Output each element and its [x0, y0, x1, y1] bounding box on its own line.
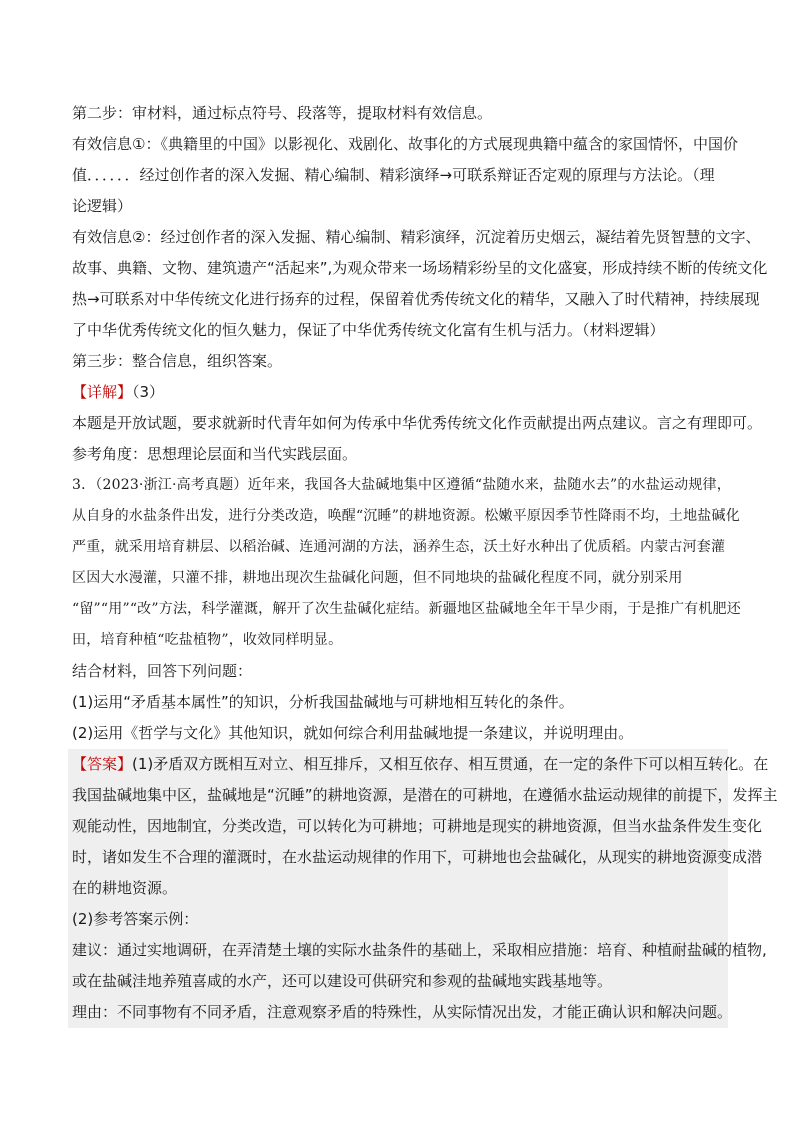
- question-prompt: 结合材料，回答下列问题：: [72, 662, 253, 680]
- info1-line: 论逻辑）: [72, 197, 133, 215]
- answer-part2-title: (2)参考答案示例：: [72, 910, 199, 928]
- detail-number: （3）: [132, 383, 165, 401]
- answer-label: 【答案】: [72, 755, 133, 773]
- info2-line: 热→可联系对中华传统文化进行扬弃的过程，保留着优秀传统文化的精华，又融入了时代精神，持续展现: [72, 290, 760, 308]
- answer-line: 我国盐碱地集中区，盐碱地是“沉睡”的耕地资源，是潜在的可耕地，在遵循水盐运动规律的前提下，发挥主: [72, 786, 778, 804]
- material-line: 田，培育种植“吃盐植物”，收效同样明显。: [72, 632, 343, 648]
- question-3-material: [72, 470, 741, 656]
- answer-block: [68, 749, 778, 1028]
- detail-label: 【详解】: [72, 383, 133, 401]
- answer-line-text: (1)矛盾双方既相互对立、相互排斥，又相互依存、相互贯通，在一定的条件下可以相互转化。在: [132, 755, 769, 773]
- answer-line: 在的耕地资源。: [72, 879, 178, 897]
- reason-line: 理由：不同事物有不同矛盾，注意观察矛盾的特殊性，从实际情况出发，才能正确认识和解决问题。: [72, 1003, 733, 1021]
- info1-line: 值．．．．．．经过创作者的深入发掘、精心编制、精彩演绎→可联系辩证否定观的原理与方法论。（理: [72, 166, 715, 184]
- document-page: [72, 98, 778, 1028]
- material-line: “留”“用”“改”方法，科学灌溉，解开了次生盐碱化症结。新疆地区盐碱地全年干旱少雨，于是推广有机肥还: [72, 601, 741, 617]
- material-line: 严重，就采用培育耕层、以稻治碱、连通河湖的方法，涵养生态，沃土好水种出了优质稻。内蒙古河套灌: [72, 539, 726, 555]
- info2-line: 了中华优秀传统文化的恒久魅力，保证了中华优秀传统文化富有生机与活力。（材料逻辑）: [72, 321, 665, 339]
- detail-line: 参考角度：思想理论层面和当代实践层面。: [72, 445, 358, 463]
- info1-line: 有效信息①：《典籍里的中国》以影视化、戏剧化、故事化的方式展现典籍中蕴含的家国情怀，中国价: [72, 135, 738, 153]
- info2-line: 有效信息②：经过创作者的深入发掘、精心编制、精彩演绎，沉淀着历史烟云，凝结着先贤智慧的文字、: [72, 228, 761, 246]
- detail-heading: [72, 377, 724, 408]
- step3-heading: 第三步：整合信息，组织答案。: [72, 352, 283, 370]
- suggestion-line: 或在盐碱洼地养殖喜咸的水产，还可以建设可供研究和参观的盐碱地实践基地等。: [72, 972, 613, 990]
- material-line: 区因大水漫灌，只灌不排，耕地出现次生盐碱化问题，但不同地块的盐碱化程度不同，就分别采用: [72, 570, 683, 586]
- answer-line: 时，诸如发生不合理的灌溉时，在水盐运动规律的作用下，可耕地也会盐碱化，从现实的耕地资源变成潜: [72, 848, 763, 866]
- step2-heading: 第二步：审材料，通过标点符号、段落等，提取材料有效信息。: [72, 104, 493, 122]
- suggestion-line: 建议：通过实地调研，在弄清楚土壤的实际水盐条件的基础上，采取相应措施：培育、种植耐盐碱的植物,: [72, 941, 767, 959]
- sub-question-1: (1)运用“矛盾基本属性”的知识，分析我国盐碱地与可耕地相互转化的条件。: [72, 693, 574, 711]
- answer-line: [72, 749, 769, 780]
- detail-line: 本题是开放试题，要求就新时代青年如何为传承中华优秀传统文化作贡献提出两点建议。言之有理即可。: [72, 414, 763, 432]
- answer-line: 观能动性，因地制宜，分类改造，可以转化为可耕地；可耕地是现实的耕地资源，但当水盐条件发生变化: [72, 817, 763, 835]
- info2-line: 故事、典籍、文物、建筑遗产“活起来”,为观众带来一场场精彩纷呈的文化盛宴，形成持续不断的传统文化: [72, 259, 768, 277]
- effective-info-2: [72, 222, 768, 346]
- material-line: 从自身的水盐条件出发，进行分类改造，唤醒“沉睡”的耕地资源。松嫩平原因季节性降雨不均，土地盐碱化: [72, 508, 740, 524]
- effective-info-1: [72, 129, 738, 222]
- material-line: 3．（2023·浙江·高考真题）近年来，我国各大盐碱地集中区遵循“盐随水来，盐随水去”的水盐运动规律，: [72, 477, 731, 493]
- sub-question-2: (2)运用《哲学与文化》其他知识，就如何综合利用盐碱地提一条建议，并说明理由。: [72, 724, 634, 742]
